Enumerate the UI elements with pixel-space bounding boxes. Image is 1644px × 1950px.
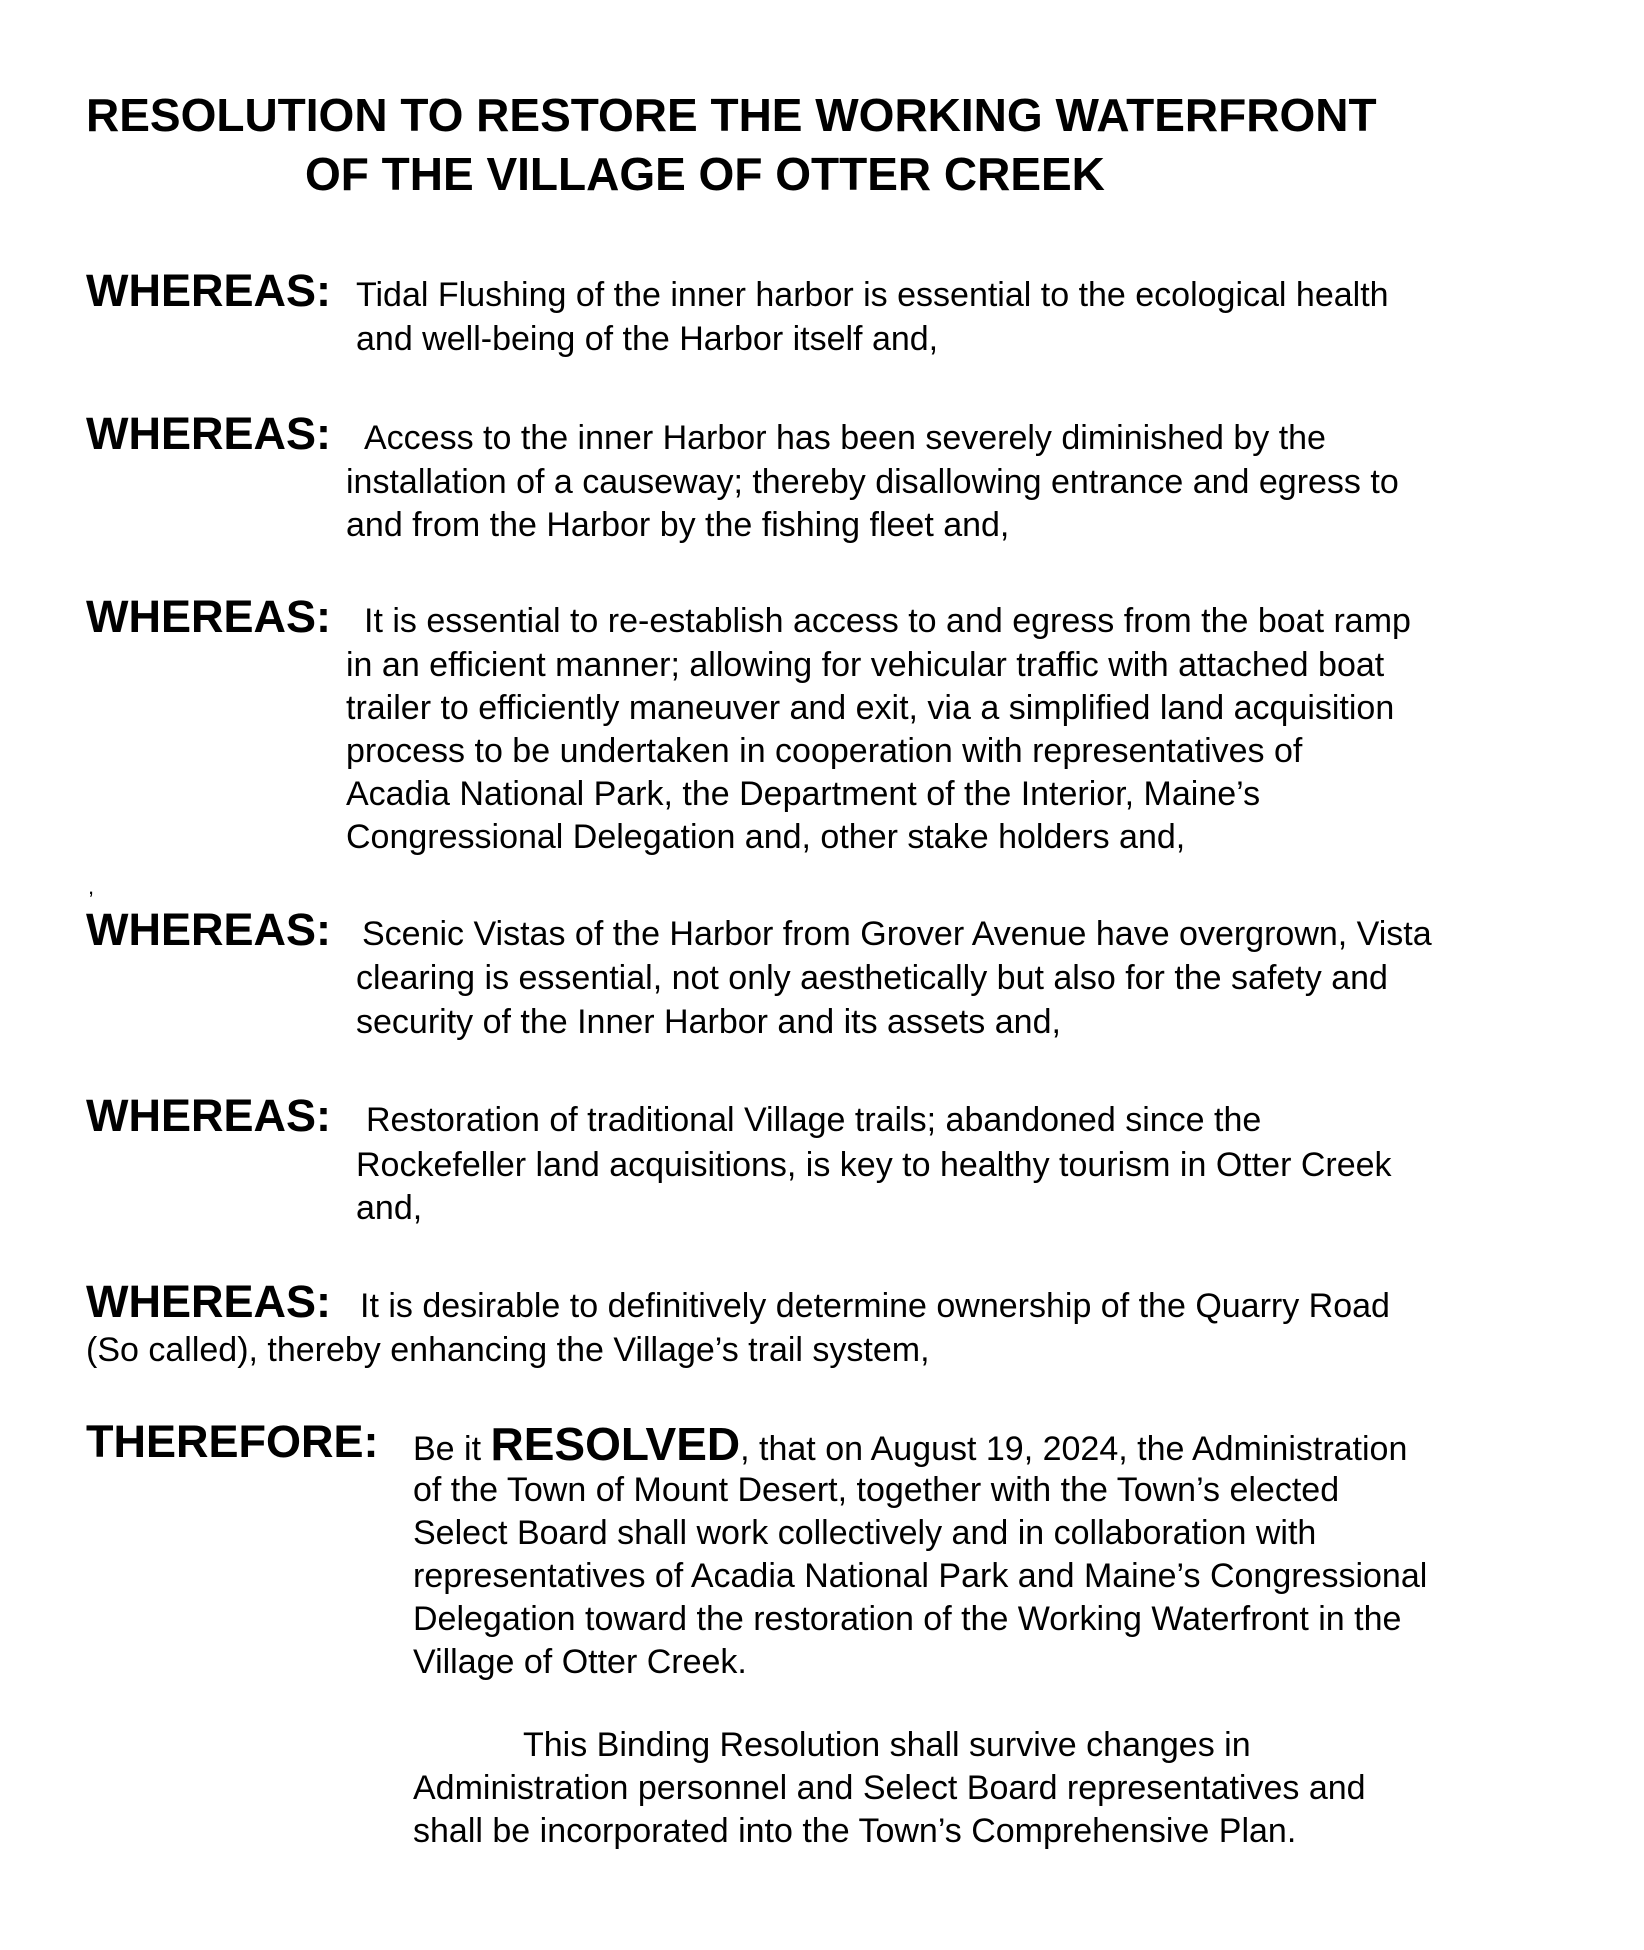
therefore-line-1 (413, 1420, 1407, 1473)
clause-4-line-2: clearing is essential, not only aesthetically but also for the safety and (356, 959, 1388, 997)
clause-3-line-6: Congressional Delegation and, other stake holders and, (346, 818, 1186, 856)
therefore-line-2: of the Town of Mount Desert, together with the Town’s elected (413, 1471, 1340, 1509)
document-title-line-1: RESOLUTION TO RESTORE THE WORKING WATERFRONT (86, 89, 1377, 141)
clause-6-line-2: (So called), thereby enhancing the Village’s trail system, (86, 1331, 930, 1369)
clause-3-line-4: process to be undertaken in cooperation with representatives of (346, 732, 1303, 770)
whereas-label: WHEREAS: (86, 265, 331, 316)
clause-1-line-1: Tidal Flushing of the inner harbor is essential to the ecological health (356, 276, 1389, 314)
clause-2-line-2: installation of a causeway; thereby disallowing entrance and egress to (346, 463, 1399, 501)
binding-line-1: This Binding Resolution shall survive changes in (523, 1726, 1251, 1764)
therefore-label: THEREFORE: (86, 1416, 379, 1467)
clause-3-line-1: It is essential to re-establish access to and egress from the boat ramp (364, 602, 1411, 640)
therefore-line-6: Village of Otter Creek. (413, 1643, 747, 1681)
therefore-line-3: Select Board shall work collectively and in collaboration with (413, 1514, 1317, 1552)
clause-3-line-2: in an efficient manner; allowing for vehicular traffic with attached boat (346, 646, 1385, 684)
clause-6-line-1: It is desirable to definitively determine ownership of the Quarry Road (360, 1287, 1390, 1325)
therefore-prefix: Be it (413, 1430, 482, 1468)
clause-2-line-3: and from the Harbor by the fishing fleet and, (346, 506, 1010, 544)
clause-5-line-2: Rockefeller land acquisitions, is key to healthy tourism in Otter Creek (356, 1146, 1392, 1184)
clause-4-line-3: security of the Inner Harbor and its assets and, (356, 1003, 1061, 1041)
binding-line-3: shall be incorporated into the Town’s Comprehensive Plan. (413, 1812, 1297, 1850)
clause-5-line-1: Restoration of traditional Village trails; abandoned since the (366, 1101, 1262, 1139)
whereas-label: WHEREAS: (86, 1090, 331, 1141)
therefore-line-5: Delegation toward the restoration of the Working Waterfront in the (413, 1600, 1402, 1638)
stray-comma: , (88, 874, 95, 899)
clause-3-line-3: trailer to efficiently maneuver and exit, via a simplified land acquisition (346, 689, 1395, 727)
therefore-suffix: , that on August 19, 2024, the Administration (740, 1430, 1408, 1468)
whereas-label: WHEREAS: (86, 408, 331, 459)
binding-line-2: Administration personnel and Select Board representatives and (413, 1769, 1366, 1807)
whereas-label: WHEREAS: (86, 591, 331, 642)
therefore-line-4: representatives of Acadia National Park and Maine’s Congressional (413, 1557, 1428, 1595)
resolved-keyword: RESOLVED (490, 1418, 741, 1470)
whereas-label: WHEREAS: (86, 1276, 331, 1327)
clause-3-line-5: Acadia National Park, the Department of the Interior, Maine’s (346, 775, 1261, 813)
clause-5-line-3: and, (356, 1189, 423, 1227)
clause-4-line-1: Scenic Vistas of the Harbor from Grover Avenue have overgrown, Vista (362, 915, 1432, 953)
document-title-line-2: OF THE VILLAGE OF OTTER CREEK (305, 148, 1105, 200)
clause-1-line-2: and well-being of the Harbor itself and, (356, 320, 939, 358)
whereas-label: WHEREAS: (86, 904, 331, 955)
clause-2-line-1: Access to the inner Harbor has been severely diminished by the (364, 419, 1326, 457)
